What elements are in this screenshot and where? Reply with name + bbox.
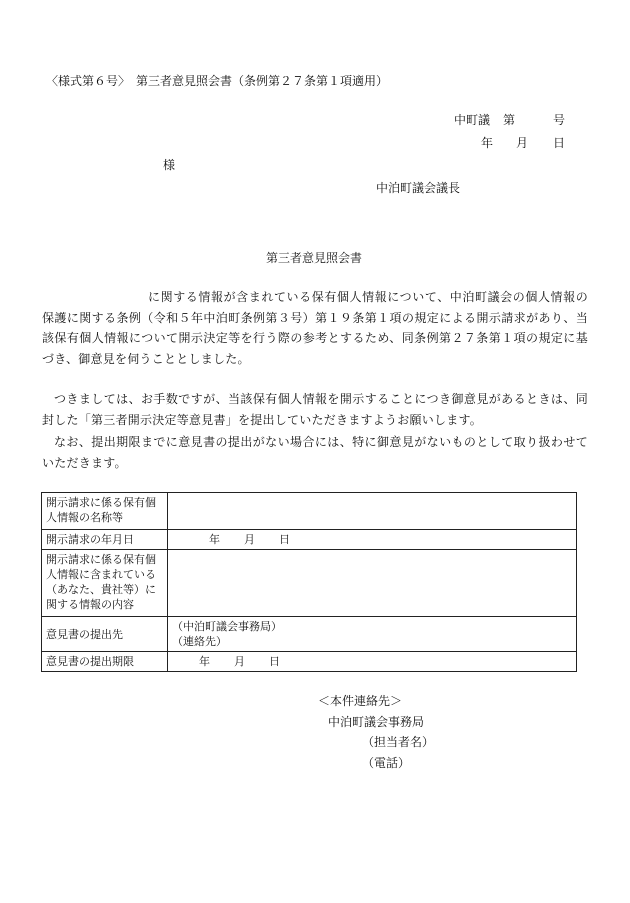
table-label-submission-destination: 意見書の提出先 bbox=[42, 617, 168, 652]
deadline-month: 月 bbox=[234, 655, 245, 668]
table-value-submission-deadline bbox=[168, 652, 577, 672]
document-title: 第三者意見照会書 bbox=[266, 251, 363, 265]
table-value-submission-destination bbox=[168, 617, 577, 652]
table-value-info-name bbox=[168, 493, 577, 530]
date-year: 年 bbox=[481, 136, 494, 150]
body-paragraph-3-text: なお、提出期限までに意見書の提出がない場合には、特に御意見がないものとして取り扱わせていただきます。 bbox=[42, 435, 588, 470]
date-day: 日 bbox=[553, 136, 566, 150]
table-label-request-date: 開示請求の年月日 bbox=[42, 530, 168, 550]
deadline-year: 年 bbox=[199, 655, 210, 668]
body-paragraph-1-text: に関する情報が含まれている保有個人情報について、中泊町議会の個人情報の保護に関する条例（令和５年中泊町条例第３号）第１９条第１項の規定による開示請求があり、当該保有個人情報について開示決定等を行う際の参考とするため、同条例第２７条第１項の規定に基づき、御意見を伺うこととしました。 bbox=[42, 290, 588, 366]
table-value-request-date bbox=[168, 530, 577, 550]
contact-office: 中泊町議会事務局 bbox=[328, 715, 425, 729]
submission-office: （中泊町議会事務局） bbox=[172, 620, 282, 633]
table-label-info-name: 開示請求に係る保有個人情報の名称等 bbox=[42, 493, 168, 530]
table-label-submission-deadline: 意見書の提出期限 bbox=[42, 652, 168, 672]
body-paragraph-1 bbox=[42, 287, 588, 369]
addressee-suffix: 様 bbox=[163, 158, 176, 172]
document-number-go: 号 bbox=[553, 113, 566, 127]
body-paragraph-3 bbox=[42, 432, 588, 473]
table-row bbox=[42, 550, 577, 617]
table-row bbox=[42, 652, 577, 672]
contact-heading: ＜本件連絡先＞ bbox=[318, 694, 403, 708]
document-number-dai: 第 bbox=[503, 113, 516, 127]
info-table bbox=[41, 492, 577, 672]
table-value-info-content bbox=[168, 550, 577, 617]
form-number: 〈様式第６号〉 第三者意見照会書（条例第２７条第１項適用） bbox=[46, 74, 389, 88]
table-label-info-content: 開示請求に係る保有個人情報に含まれている（あなた、貴社等）に関する情報の内容 bbox=[42, 550, 168, 617]
contact-phone: （電話） bbox=[362, 756, 411, 770]
deadline-day: 日 bbox=[269, 655, 280, 668]
table-row bbox=[42, 617, 577, 652]
contact-person: （担当者名） bbox=[362, 735, 435, 749]
body-paragraph-2 bbox=[42, 389, 588, 430]
request-date-month: 月 bbox=[244, 533, 255, 546]
document-number-prefix: 中町議 bbox=[454, 113, 491, 127]
date-month: 月 bbox=[516, 136, 529, 150]
request-date-year: 年 bbox=[209, 533, 220, 546]
table-row bbox=[42, 493, 577, 530]
sender: 中泊町議会議長 bbox=[376, 181, 461, 195]
table-row bbox=[42, 530, 577, 550]
request-date-day: 日 bbox=[279, 533, 290, 546]
submission-contact: （連絡先） bbox=[172, 635, 227, 648]
body-paragraph-2-text: つきましては、お手数ですが、当該保有個人情報を開示することにつき御意見があるときは、同封した「第三者開示決定等意見書」を提出していただきますようお願いします。 bbox=[42, 392, 588, 427]
